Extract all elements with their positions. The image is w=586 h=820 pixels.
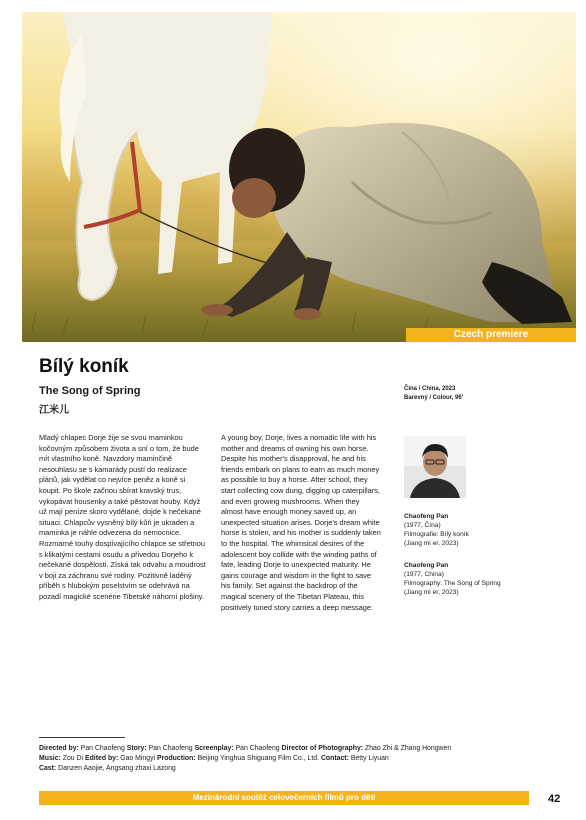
director-filmography: Filmografie: Bílý koník: [404, 530, 469, 538]
credit-value: Pan Chaofeng: [148, 745, 193, 752]
director-filmography-original: (Jiang mi er, 2023): [404, 539, 459, 547]
credits-divider: [39, 737, 125, 738]
film-chinese-title: 江米儿: [39, 405, 69, 416]
credit-value: Beijing Yinghua Shiguang Film Co., Ltd.: [197, 754, 320, 762]
credit-value: Betty Liyuan: [350, 754, 389, 762]
film-still-illustration: [22, 12, 576, 342]
film-title: Bílý koník: [39, 356, 129, 377]
credit-value: Gao Mingyi: [120, 754, 156, 762]
credit-label: Cast:: [39, 764, 57, 772]
credit-label: Edited by:: [84, 754, 119, 762]
credit-label: Contact:: [320, 754, 349, 762]
director-filmography: Filmography: The Song of Spring: [404, 579, 501, 587]
credit-label: Director of Photography:: [281, 745, 364, 752]
film-origin: Čína / China, 2023: [404, 386, 456, 392]
credit-label: Screenplay:: [194, 745, 234, 752]
director-name: Chaofeng Pan: [404, 513, 449, 520]
credits-line-1: [39, 744, 559, 754]
film-english-title: The Song of Spring: [39, 385, 141, 397]
credit-label: Production:: [156, 754, 196, 762]
credit-value: Pan Chaofeng: [235, 745, 280, 752]
credits-line-2: [39, 754, 559, 764]
film-still: [22, 12, 576, 342]
director-name: Chaofeng Pan: [404, 562, 449, 569]
director-filmography-original: (Jiang mi er, 2023): [404, 588, 459, 596]
credit-label: Music:: [39, 754, 61, 762]
section-footer: Mezinárodní soutěž celovečerních filmů pro děti: [39, 791, 529, 805]
director-info-english: [404, 562, 501, 598]
credits-block: [39, 744, 559, 773]
credit-label: Story:: [126, 745, 147, 752]
director-born: (1977, China): [404, 570, 444, 578]
credit-value: Pan Chaofeng: [80, 745, 125, 752]
director-info-czech: [404, 513, 469, 549]
credit-value: Danzen Aaojie, Angsang zhaxi Lazong: [58, 764, 176, 772]
director-born: (1977, Čína): [404, 521, 441, 529]
credits-line-3: [39, 764, 559, 774]
film-format: Barevný / Colour, 96': [404, 394, 464, 401]
synopsis-czech: Mladý chlapec Dorje žije se svou maminkou kočovným způsobem života a sní o tom, že bude mít vlastního koně. Navzdory maminčině nesouhlasu se s kamarády pustí do realizace plánů, jak vydělat co nejvíce peněz a koně si koupit. Po škole začnou sbírat kravský trus, vykopávat housenky a také pěstovat houby. Když už mají peníze skoro vydělané, dojde k nečekané situaci. Chlapcův vysněný bílý kůň je ukraden a maminka je náhle odvezena do nemocnice. Rozmarné touhy dospívajícího chlapce se střetnou s klikatými cestami osudu a přivedou Dorjeho k nečekané dospělosti. Získá tak odvahu a moudrost v boji za záchranu své rodiny. Pozitivně laděný příběh s hlubokým poselstvím se odehrává na pozadí magické scenérie Tibetské náhorní plošiny.: [39, 433, 206, 601]
director-photo: [404, 436, 466, 498]
page-number: 42: [548, 793, 561, 805]
credit-value: Zhao Zhi & Zhang Hongwen: [365, 745, 452, 752]
credit-label: Directed by:: [39, 745, 79, 752]
premiere-badge: Czech premiere: [406, 328, 576, 342]
synopsis-english: A young boy, Dorje, lives a nomadic life with his mother and dreams of owning his own horse. Despite his mother's disapproval, he and his friends embark on plans to earn as much money as possible to buy a horse. After school, they start collecting cow dung, digging up caterpillars, and even growing mushrooms. When they almost have enough money saved up, an unexpected situation arises. Dorje's dream white horse is stolen, and his mother is suddenly taken to the hospital. The whimsical desires of the adolescent boy collide with the winding paths of fate, leading Dorje to unexpected maturity. He gains courage and wisdom in the fight to save his family. Set against the backdrop of the magical scenery of the Tibetan Plateau, this positively tuned story carries a deep message.: [221, 433, 381, 612]
film-meta: [404, 385, 463, 402]
director-portrait-icon: [404, 436, 466, 498]
credit-value: Zou Di: [62, 754, 84, 762]
